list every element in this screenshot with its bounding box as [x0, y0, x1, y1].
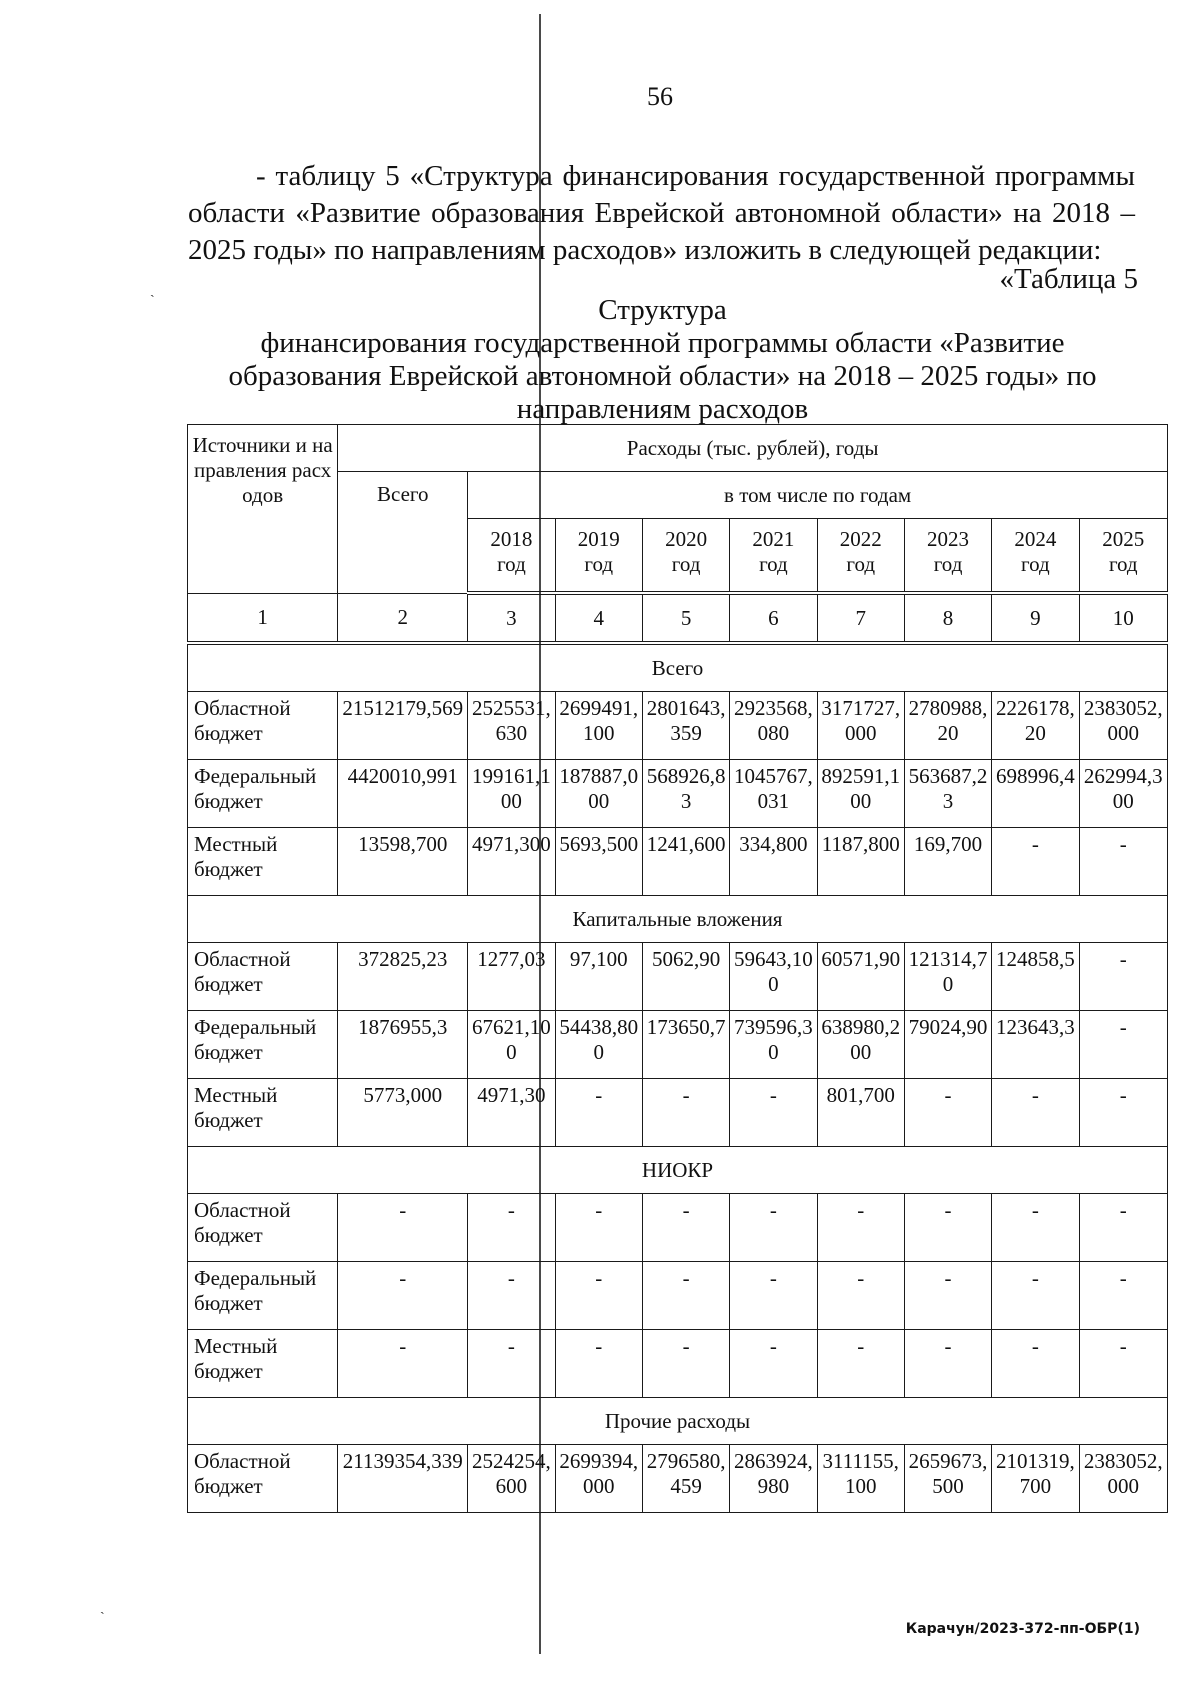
- table-cell: 21139354,339: [338, 1445, 468, 1513]
- table-cell: -: [730, 1262, 817, 1330]
- table-cell: 563687,23: [904, 760, 991, 828]
- table-cell: 2801643,359: [642, 692, 729, 760]
- table-cell: 54438,800: [555, 1011, 642, 1079]
- table-cell: 334,800: [730, 828, 817, 896]
- table-cell: 199161,100: [468, 760, 555, 828]
- table-cell: 21512179,569: [338, 692, 468, 760]
- column-numbers-row: [188, 593, 1168, 643]
- row-label: Федеральный бюджет: [188, 1011, 338, 1079]
- table-cell: -: [730, 1079, 817, 1147]
- table-cell: -: [1079, 1262, 1167, 1330]
- table-label: «Таблица 5: [999, 263, 1138, 295]
- table-row: [188, 1194, 1168, 1262]
- row-label: Областной бюджет: [188, 1445, 338, 1513]
- table-cell: 1241,600: [642, 828, 729, 896]
- column-number: 2: [338, 593, 468, 643]
- table-cell: -: [904, 1330, 991, 1398]
- header-year: 2020 год: [642, 519, 729, 594]
- table-cell: -: [1079, 1079, 1167, 1147]
- table-cell: 97,100: [555, 943, 642, 1011]
- table-cell: 2525531,630: [468, 692, 555, 760]
- table-cell: -: [642, 1262, 729, 1330]
- table-cell: 2524254,600: [468, 1445, 555, 1513]
- table-cell: -: [338, 1194, 468, 1262]
- table-cell: 4971,300: [468, 828, 555, 896]
- table-row: [188, 1079, 1168, 1147]
- table-title-line1: Структура: [598, 294, 727, 326]
- column-number: 7: [817, 593, 904, 643]
- column-number: 6: [730, 593, 817, 643]
- section-row: [188, 643, 1168, 692]
- table-cell: -: [642, 1079, 729, 1147]
- table-cell: 5693,500: [555, 828, 642, 896]
- row-label: Областной бюджет: [188, 943, 338, 1011]
- column-number: 1: [188, 593, 338, 643]
- table-cell: -: [555, 1330, 642, 1398]
- column-number: 9: [992, 593, 1079, 643]
- table-cell: 123643,3: [992, 1011, 1079, 1079]
- intro-paragraph: - таблицу 5 «Структура финансирования государственной программы области «Развитие образования Еврейской автономной области» на 2018 – 2025 годы» по направлениям расходов» изложить в следующей редакции:: [188, 160, 1135, 266]
- table-cell: 2699394,000: [555, 1445, 642, 1513]
- table-title-line2: финансирования государственной программы области «Развитие образования Еврейской автономной области» на 2018 – 2025 годы» по направлениям расходов: [228, 327, 1097, 425]
- table-cell: -: [817, 1194, 904, 1262]
- table-cell: -: [817, 1330, 904, 1398]
- table-cell: -: [555, 1194, 642, 1262]
- table-row: [188, 1262, 1168, 1330]
- header-total: Всего: [338, 472, 468, 594]
- row-label: Областной бюджет: [188, 692, 338, 760]
- header-expenses: Расходы (тыс. рублей), годы: [338, 425, 1168, 472]
- header-year: 2021 год: [730, 519, 817, 594]
- section-row: [188, 896, 1168, 943]
- table-row: [188, 943, 1168, 1011]
- row-label: Местный бюджет: [188, 1330, 338, 1398]
- table-cell: -: [1079, 1011, 1167, 1079]
- table-cell: -: [1079, 1194, 1167, 1262]
- table-cell: 2796580,459: [642, 1445, 729, 1513]
- header-year: 2019 год: [555, 519, 642, 594]
- table-cell: -: [992, 828, 1079, 896]
- table-cell: -: [555, 1079, 642, 1147]
- table-cell: -: [730, 1330, 817, 1398]
- table-cell: -: [642, 1194, 729, 1262]
- table-cell: -: [904, 1079, 991, 1147]
- row-label: Местный бюджет: [188, 1079, 338, 1147]
- section-title: Всего: [188, 643, 1168, 692]
- table-cell: 698996,4: [992, 760, 1079, 828]
- table-cell: 2383052,000: [1079, 1445, 1167, 1513]
- table-cell: 2659673,500: [904, 1445, 991, 1513]
- table-cell: 568926,83: [642, 760, 729, 828]
- table-cell: -: [338, 1330, 468, 1398]
- table-cell: -: [992, 1330, 1079, 1398]
- table-cell: -: [1079, 943, 1167, 1011]
- header-year: 2022 год: [817, 519, 904, 594]
- table-cell: -: [817, 1262, 904, 1330]
- table-row: [188, 1011, 1168, 1079]
- row-label: Местный бюджет: [188, 828, 338, 896]
- table-cell: 892591,100: [817, 760, 904, 828]
- table-row: [188, 828, 1168, 896]
- table-cell: -: [642, 1330, 729, 1398]
- table-cell: 2780988,20: [904, 692, 991, 760]
- table-cell: 2699491,100: [555, 692, 642, 760]
- table-cell: -: [555, 1262, 642, 1330]
- column-number: 8: [904, 593, 991, 643]
- row-label: Федеральный бюджет: [188, 760, 338, 828]
- table-cell: 5773,000: [338, 1079, 468, 1147]
- row-label: Областной бюджет: [188, 1194, 338, 1262]
- section-row: [188, 1398, 1168, 1445]
- section-row: [188, 1147, 1168, 1194]
- table-cell: -: [468, 1330, 555, 1398]
- table-cell: 169,700: [904, 828, 991, 896]
- column-number: 10: [1079, 593, 1167, 643]
- table-cell: 262994,300: [1079, 760, 1167, 828]
- section-title: Прочие расходы: [188, 1398, 1168, 1445]
- table-cell: 124858,5: [992, 943, 1079, 1011]
- financing-table: [187, 424, 1168, 1513]
- table-cell: 2863924,980: [730, 1445, 817, 1513]
- row-label: Федеральный бюджет: [188, 1262, 338, 1330]
- table-cell: 372825,23: [338, 943, 468, 1011]
- header-by-years: в том числе по годам: [468, 472, 1168, 519]
- table-cell: 4420010,991: [338, 760, 468, 828]
- table-cell: 3171727,000: [817, 692, 904, 760]
- table-cell: 2383052,000: [1079, 692, 1167, 760]
- page-number: 56: [647, 82, 673, 111]
- table-cell: -: [1079, 828, 1167, 896]
- table-cell: -: [992, 1262, 1079, 1330]
- table-cell: 13598,700: [338, 828, 468, 896]
- table-cell: -: [730, 1194, 817, 1262]
- section-title: Капитальные вложения: [188, 896, 1168, 943]
- table-row: [188, 760, 1168, 828]
- table-cell: 121314,70: [904, 943, 991, 1011]
- table-cell: 2226178,20: [992, 692, 1079, 760]
- scan-speck: ˏ: [100, 1600, 105, 1615]
- table-cell: 5062,90: [642, 943, 729, 1011]
- table-cell: 739596,30: [730, 1011, 817, 1079]
- table-cell: -: [992, 1194, 1079, 1262]
- column-number: 4: [555, 593, 642, 643]
- table-cell: 67621,100: [468, 1011, 555, 1079]
- scan-speck: ˏ: [150, 283, 155, 298]
- table-cell: -: [904, 1262, 991, 1330]
- footer-code: Карачун/2023-372-пп-ОБР(1): [905, 1621, 1140, 1637]
- table-cell: 1045767,031: [730, 760, 817, 828]
- table-cell: 638980,200: [817, 1011, 904, 1079]
- table-body: [188, 643, 1168, 1513]
- table-cell: 79024,90: [904, 1011, 991, 1079]
- table-row: [188, 1330, 1168, 1398]
- table-cell: -: [338, 1262, 468, 1330]
- table-cell: -: [904, 1194, 991, 1262]
- header-year: 2024 год: [992, 519, 1079, 594]
- table-cell: 1277,03: [468, 943, 555, 1011]
- header-year: 2018 год: [468, 519, 555, 594]
- table-cell: 173650,7: [642, 1011, 729, 1079]
- table-row: [188, 692, 1168, 760]
- table-cell: -: [468, 1194, 555, 1262]
- table-title: [188, 294, 1137, 426]
- table-cell: 3111155,100: [817, 1445, 904, 1513]
- header-year: 2023 год: [904, 519, 991, 594]
- table-cell: -: [1079, 1330, 1167, 1398]
- column-number: 5: [642, 593, 729, 643]
- table-cell: 2101319,700: [992, 1445, 1079, 1513]
- header-sources: Источники и направления расходов: [188, 425, 338, 594]
- header-year: 2025 год: [1079, 519, 1167, 594]
- column-number: 3: [468, 593, 555, 643]
- table-cell: 2923568,080: [730, 692, 817, 760]
- table-cell: 1876955,3: [338, 1011, 468, 1079]
- table-cell: 59643,100: [730, 943, 817, 1011]
- table-cell: 60571,90: [817, 943, 904, 1011]
- table-cell: -: [468, 1262, 555, 1330]
- table-cell: 187887,000: [555, 760, 642, 828]
- table-cell: -: [992, 1079, 1079, 1147]
- table-cell: 1187,800: [817, 828, 904, 896]
- section-title: НИОКР: [188, 1147, 1168, 1194]
- table-cell: 801,700: [817, 1079, 904, 1147]
- table-row: [188, 1445, 1168, 1513]
- table-cell: 4971,30: [468, 1079, 555, 1147]
